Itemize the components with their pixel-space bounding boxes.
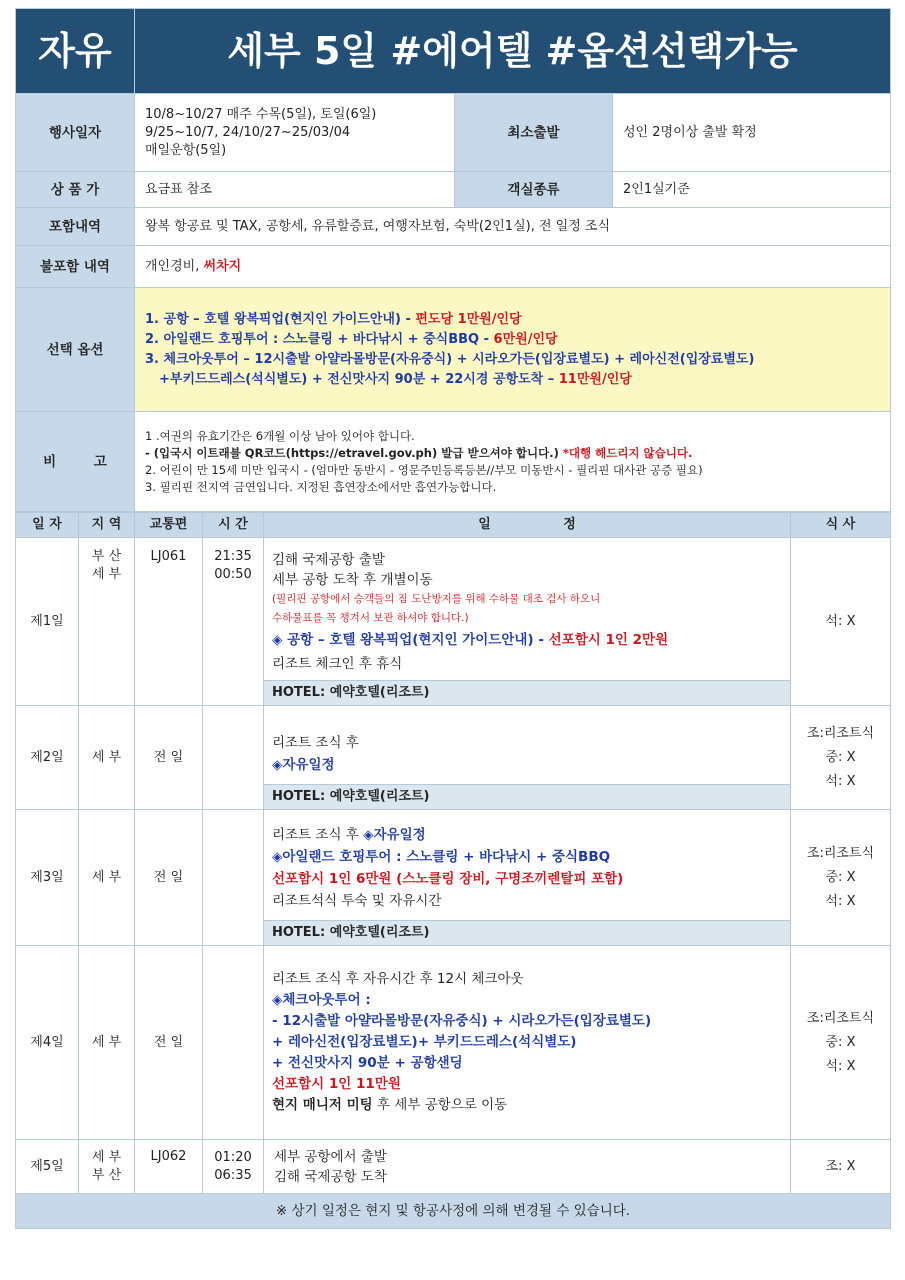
- period-line: 9/25~10/7, 24/10/27~25/03/04: [145, 124, 351, 140]
- note-item: 3. 필리핀 전지역 금연입니다. 지정된 흡연장소에서만 흡연가능합니다.: [145, 479, 497, 494]
- time-text: 06:35: [214, 1167, 252, 1183]
- note-item: 1 .여권의 유효기간은 6개월 이상 남아 있어야 합니다.: [145, 428, 415, 443]
- option-text: +부키드드레스(석식별도) + 전신맛사지 90분 + 22시경 공항도착 –: [159, 371, 559, 387]
- time-cell: [203, 538, 264, 706]
- place-text: 세 부: [91, 1149, 122, 1165]
- day-cell: 제2일: [16, 706, 79, 810]
- table-row: [16, 810, 891, 946]
- col-flight: 교통편: [135, 513, 203, 538]
- itinerary-note: (필리핀 공항에서 승객들의 짐 도난방지를 위해 수하물 대조 검사 하오니: [272, 593, 601, 605]
- place-text: 부 산: [91, 1167, 122, 1183]
- note-item: [145, 445, 880, 462]
- time-cell: [203, 946, 264, 1140]
- note-warning: *대행 해드리지 않습니다.: [558, 445, 693, 460]
- option-item: [145, 330, 880, 350]
- meal-cell: [791, 810, 891, 946]
- price-value: 요금표 참조: [135, 172, 455, 208]
- room-label: 객실종류: [455, 172, 613, 208]
- meal-text: 조:리조트식: [806, 1010, 875, 1026]
- option-item: [145, 310, 880, 330]
- price-label: 상 품 가: [16, 172, 135, 208]
- itinerary-text: 리조트 조식 후: [272, 827, 364, 843]
- include-label: 포함내역: [16, 208, 135, 246]
- exclude-value: [135, 246, 891, 288]
- room-value: 2인1실기준: [613, 172, 891, 208]
- hotel-line: HOTEL: 예약호텔(리조트): [264, 920, 790, 945]
- itinerary-line: 리조트 조식 후 자유시간 후 12시 체크아웃: [272, 971, 524, 987]
- option-item: [145, 370, 880, 390]
- period-line: 매일운항(5일): [145, 142, 227, 158]
- flight-cell: 전 일: [135, 706, 203, 810]
- meal-text: 조:리조트식: [806, 845, 875, 861]
- options-list: [135, 288, 891, 412]
- option-label: 선택 옵션: [16, 288, 135, 412]
- itinerary-line: 세부 공항 도착 후 개별이동: [272, 572, 433, 588]
- itinerary-cell: [264, 1140, 791, 1194]
- meal-text: 조:리조트식: [806, 725, 875, 741]
- col-day: 일 자: [16, 513, 79, 538]
- itinerary-line: 김해 국제공항 출발: [272, 552, 385, 568]
- min-departure-label: 최소출발: [455, 94, 613, 172]
- meal-cell: [791, 706, 891, 810]
- note-item: 2. 어린이 만 15세 미만 입국시 - (엄마만 동반시 - 영문주민등록등본//부모 미동반시 - 필리핀 대사관 공증 필요): [145, 462, 703, 477]
- footer-notice: ※ 상기 일정은 현지 및 항공사정에 의해 변경될 수 있습니다.: [16, 1194, 891, 1229]
- option-price: 6만원/인당: [493, 331, 558, 347]
- header-tag: 자유: [16, 9, 135, 94]
- time-text: 21:35: [214, 549, 252, 564]
- note-qr: - (입국시 이트래블 QR코드(https://etravel.gov.ph) 발급 받으셔야 합니다.): [145, 445, 559, 460]
- itinerary-line: 리조트 체크인 후 휴식: [272, 656, 403, 672]
- place-cell: 세 부: [79, 706, 135, 810]
- hotel-line: HOTEL: 예약호텔(리조트): [264, 784, 790, 809]
- table-row: [16, 706, 891, 810]
- itinerary-line: [272, 1095, 782, 1116]
- hotel-line: HOTEL: 예약호텔(리조트): [264, 680, 790, 705]
- option-price: 선포함시 1인 6만원 (스노클링 장비, 구명조끼렌탈피 포함): [272, 871, 624, 887]
- notes: [135, 412, 891, 512]
- itinerary-note: 수하물표를 꼭 챙겨서 보관 하셔야 합니다.): [272, 612, 469, 624]
- meal-cell: 석: X: [791, 538, 891, 706]
- time-cell: [203, 810, 264, 946]
- option-text: 2. 아일랜드 호핑투어 : 스노클링 + 바다낚시 + 중식BBQ -: [145, 331, 494, 347]
- meal-cell: 조: X: [791, 1140, 891, 1194]
- day-cell: 제1일: [16, 538, 79, 706]
- col-place: 지 역: [79, 513, 135, 538]
- itinerary-cell: [264, 538, 791, 706]
- itinerary-option: [272, 628, 782, 652]
- note-label: 비 고: [16, 412, 135, 512]
- place-cell: [79, 1140, 135, 1194]
- schedule-table: [15, 512, 891, 1229]
- itinerary-option: + 전신맛사지 90분 + 공항샌딩: [272, 1055, 463, 1071]
- col-itinerary: 일 정: [264, 513, 791, 538]
- place-cell: 세 부: [79, 946, 135, 1140]
- itinerary-cell: [264, 706, 791, 810]
- option-price: 편도당 1만원/인당: [415, 311, 522, 327]
- option-text: 3. 체크아웃투어 – 12시출발 아얄라몰방문(자유중식) + 시라오가든(입장료별도) + 레아신전(입장료별도): [145, 351, 755, 367]
- time-text: 00:50: [214, 567, 252, 582]
- itinerary-option: ◈자유일정: [272, 757, 335, 773]
- exclude-label: 불포함 내역: [16, 246, 135, 288]
- option-price: 11만원/인당: [558, 371, 632, 387]
- option-price: 선포함시 1인 11만원: [272, 1076, 401, 1092]
- table-row: [16, 946, 891, 1140]
- min-departure-value: 성인 2명이상 출발 확정: [613, 94, 891, 172]
- exclude-text: 개인경비,: [145, 258, 200, 274]
- option-text: 1. 공항 – 호텔 왕복픽업(현지인 가이드안내) -: [145, 311, 416, 327]
- place-cell: 세 부: [79, 810, 135, 946]
- time-text: 01:20: [214, 1149, 252, 1165]
- meal-text: 중: X: [825, 1034, 856, 1050]
- itinerary-option: ◈체크아웃투어 :: [272, 992, 371, 1008]
- itinerary-line: [272, 824, 782, 846]
- meal-text: 중: X: [825, 749, 856, 765]
- exclude-surcharge: 써차지: [203, 258, 242, 274]
- period-label: 행사일자: [16, 94, 135, 172]
- itinerary-option: + 레아신전(입장료별도)+ 부키드드레스(석식별도): [272, 1034, 577, 1050]
- meal-text: 중: X: [825, 869, 856, 885]
- col-time: 시 간: [203, 513, 264, 538]
- period-value: [135, 94, 455, 172]
- itinerary-line: 김해 국제공항 도착: [274, 1168, 387, 1185]
- itinerary-text: 후 세부 공항으로 이동: [372, 1097, 508, 1113]
- itinerary-cell: [264, 810, 791, 946]
- time-cell: [203, 1140, 264, 1194]
- day-cell: 제5일: [16, 1140, 79, 1194]
- table-row: [16, 1140, 891, 1194]
- info-table: [15, 8, 891, 512]
- page-title: 세부 5일 #에어텔 #옵션선택가능: [135, 9, 891, 94]
- meal-text: 석: X: [825, 773, 856, 789]
- day-cell: 제4일: [16, 946, 79, 1140]
- itinerary-option: ◈자유일정: [363, 827, 426, 843]
- meal-text: 석: X: [825, 1058, 856, 1074]
- itinerary-document: [15, 8, 890, 1229]
- flight-cell: LJ062: [135, 1140, 203, 1194]
- itinerary-option: ◈아일랜드 호핑투어 : 스노클링 + 바다낚시 + 중식BBQ: [272, 849, 611, 865]
- itinerary-line: 세부 공항에서 출발: [274, 1148, 387, 1165]
- itinerary-line: 리조트석식 투숙 및 자유시간: [272, 893, 442, 909]
- place-text: 부 산: [91, 549, 122, 564]
- place-text: 세 부: [91, 567, 122, 582]
- col-meal: 식 사: [791, 513, 891, 538]
- day-cell: 제3일: [16, 810, 79, 946]
- table-row: [16, 538, 891, 706]
- itinerary-line: 리조트 조식 후: [272, 735, 359, 751]
- meal-text: 석: X: [825, 893, 856, 909]
- place-cell: [79, 538, 135, 706]
- option-price: 선포함시 1인 2만원: [548, 632, 669, 648]
- itinerary-option: - 12시출발 아얄라몰방문(자유중식) + 시라오가든(입장료별도): [272, 1013, 652, 1029]
- itinerary-emphasis: 현지 매니저 미팅: [272, 1097, 373, 1113]
- meal-cell: [791, 946, 891, 1140]
- option-text: ◈ 공항 – 호텔 왕복픽업(현지인 가이드안내) -: [272, 632, 549, 648]
- flight-cell: 전 일: [135, 810, 203, 946]
- include-value: 왕복 항공료 및 TAX, 공항세, 유류할증료, 여행자보험, 숙박(2인1실), 전 일정 조식: [135, 208, 891, 246]
- itinerary-cell: [264, 946, 791, 1140]
- flight-cell: LJ061: [135, 538, 203, 706]
- flight-cell: 전 일: [135, 946, 203, 1140]
- period-line: 10/8~10/27 매주 수목(5일), 토일(6일): [145, 106, 377, 122]
- time-cell: [203, 706, 264, 810]
- option-item: [145, 350, 880, 370]
